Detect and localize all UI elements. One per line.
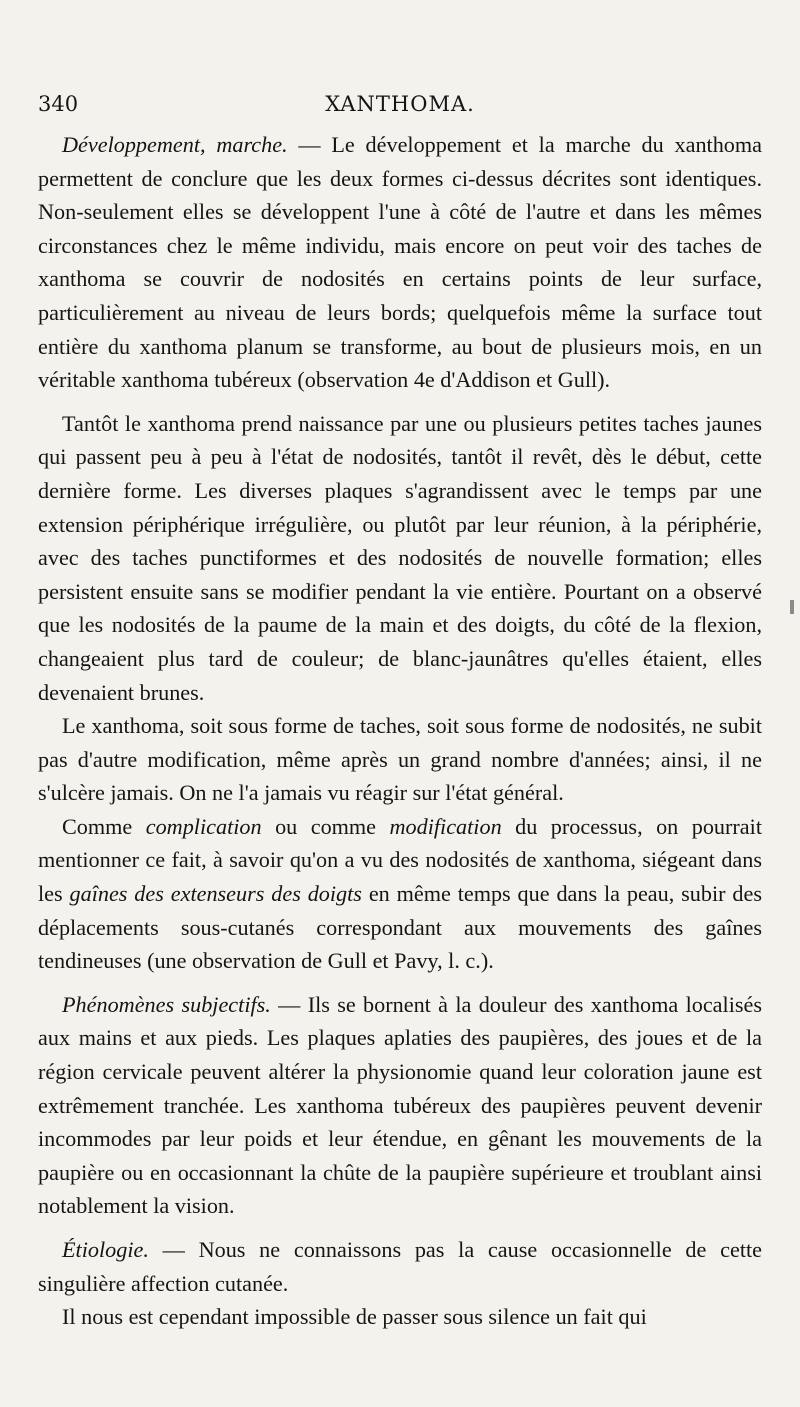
emphasis-complication: complication <box>145 813 262 839</box>
paragraph-text: — Le développement et la marche du xanthoma permettent de conclure que les deux formes ci-dessus décrites sont identiques. Non-seulement elles se développent l'une à côté de l'autre et dans les mêmes circonstances chez le même individu, mais encore on peut voir des taches de xanthoma se couvrir de nodosités en certains points de leur surface, particulièrement au niveau de leurs bords; quelquefois même la surface tout entière du xanthoma planum se transforme, au bout de plusieurs mois, en un véritable xanthoma tubéreux (observation 4e d'Addison et Gull). <box>38 132 762 393</box>
section-heading-etiology: Étiologie. <box>62 1237 149 1262</box>
text-fragment: Comme <box>62 813 146 839</box>
paragraph-development <box>38 128 762 397</box>
paragraph-onset <box>38 407 762 709</box>
text-fragment: ou comme <box>261 813 390 839</box>
paragraph-complication <box>38 810 762 978</box>
paragraph-etiology <box>38 1233 762 1300</box>
text-fragment: en même temps que dans la peau, subir des déplacements sous-cutanés correspondant aux mouvements des gaînes tendineuses (une observation de Gull et Pavy, l. c.). <box>38 881 762 974</box>
text-fragment: du processus, on pourrait mentionner ce fait, à savoir qu'on a vu des nodosités de xanthoma, siégeant dans les <box>38 813 762 907</box>
paragraph-course <box>38 709 762 810</box>
section-heading-development: Développement, marche. <box>62 132 288 157</box>
section-heading-subjective: Phénomènes subjectifs. <box>62 991 271 1017</box>
body-text <box>38 128 762 1334</box>
paragraph-subjective <box>38 988 762 1223</box>
paragraph-text: Tantôt le xanthoma prend naissance par une ou plusieurs petites taches jaunes qui passent peu à peu à l'état de nodosités, tantôt il revêt, dès le début, cette dernière forme. Les diverses plaques s'agrandissent avec le temps par une extension périphérique irrégulière, ou plutôt par leur réunion, à la périphérie, avec des taches punctiformes et des nodosités de nouvelle formation; elles persistent ensuite sans se modifier pendant la vie entière. Pourtant on a observé que les nodosités de la paume de la main et des doigts, du côté de la flexion, changeaient plus tard de couleur; de blanc-jaunâtres qu'elles étaient, elles devenaient brunes. <box>38 410 762 705</box>
paragraph-text: Le xanthoma, soit sous forme de taches, soit sous forme de nodosités, ne subit pas d'autre modification, même après un grand nombre d'années; ainsi, il ne s'ulcère jamais. On ne l'a jamais vu réagir sur l'état général. <box>38 713 762 806</box>
page-number: 340 <box>38 92 79 116</box>
running-title: XANTHOMA. <box>325 92 475 116</box>
margin-mark <box>790 600 794 614</box>
paragraph-text: — Ils se bornent à la douleur des xanthoma localisés aux mains et aux pieds. Les plaques aplaties des paupières, des joues et de la région cervicale peuvent altérer la physionomie quand leur coloration jaune est extrêmement tranchée. Les xanthoma tubéreux des paupières peuvent devenir incommodes par leur poids et leur étendue, en gênant les mouvements de la paupière ou en occasionnant la chûte de la paupière supérieure et troublant ainsi notablement la vision. <box>38 991 762 1219</box>
emphasis-tendon-sheaths: gaînes des extenseurs des doigts <box>69 881 362 907</box>
paragraph-text: Il nous est cependant impossible de passer sous silence un fait qui <box>62 1304 647 1330</box>
paragraph-final <box>38 1300 762 1334</box>
paragraph-text: — Nous ne connaissons pas la cause occasionnelle de cette singulière affection cutanée. <box>38 1237 762 1296</box>
emphasis-modification: modification <box>389 813 502 839</box>
page-header <box>38 92 762 122</box>
